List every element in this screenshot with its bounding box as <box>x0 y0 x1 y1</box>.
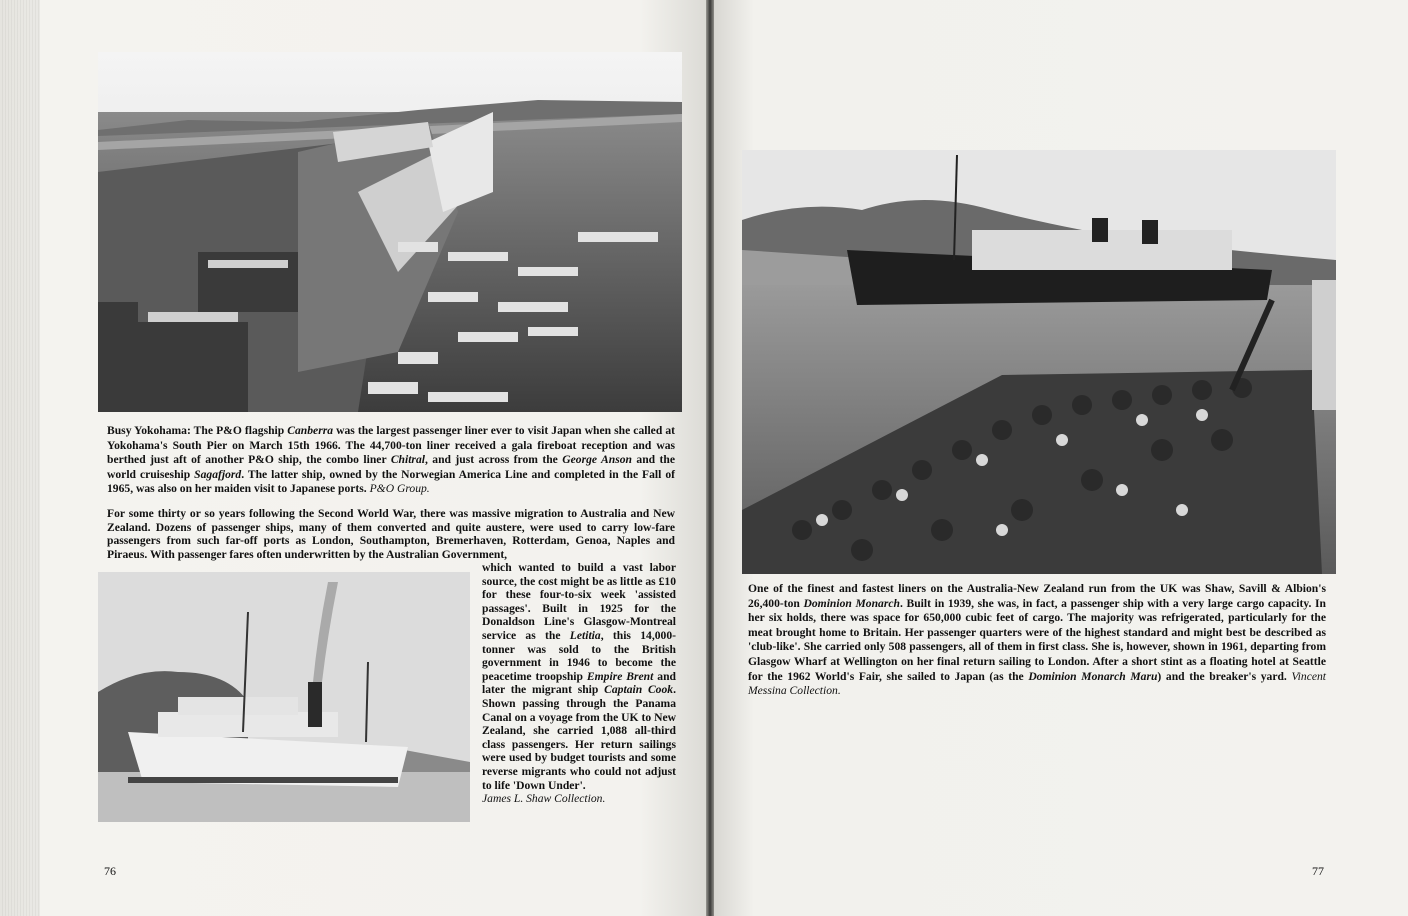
body-text: , this 14,000-tonner was sold to the British government in 1946 to become the peacetime troopship <box>482 628 676 683</box>
body-column <box>482 561 676 806</box>
ship-name: Dominion Monarch Maru <box>1028 669 1158 683</box>
right-page <box>714 0 1408 916</box>
ship-name: Chitral <box>390 453 425 467</box>
caption-text: , and just across from the <box>424 453 563 467</box>
body-text: . Shown passing through the Panama Canal on a voyage from the UK to New Zealand, she carried 1,088 all-third class passengers. Her return sailings were used by budget tourists and some reverse migrants who could not adjust to life 'Down Under'. <box>482 683 676 792</box>
ship-name: Canberra <box>287 424 334 437</box>
book-gutter <box>706 0 714 916</box>
ship-name: Letitia <box>569 628 601 642</box>
yokohama-harbor-photo <box>98 52 682 412</box>
captain-cook-photo <box>98 572 470 822</box>
ship-name: George Anson <box>562 453 632 467</box>
caption-text: . The latter ship, owned by the Norwegian America Line and completed in the Fall of 1965, was also on her maiden visit to Japanese ports. <box>107 467 675 496</box>
caption-text: was the largest passenger liner ever to visit Japan when she called at Yokohama's South Pier on March 15th 1966. The 44,700-ton liner received a gala fireboat reception and was berthed just aft of another P&O ship, the combo liner <box>107 424 675 467</box>
yokohama-caption <box>107 424 675 497</box>
body-text: and later the migrant ship <box>482 669 676 697</box>
caption-text: . Built in 1939, she was, in fact, a passenger ship with a very large cargo capacity. In her six holds, there was space for 650,000 cubic feet of cargo. The majority was refrigerated, particularly for the meat brought home to Britain. Her passenger quarters were of the highest standard and might best be described as 'club-like'. She carried only 508 passengers, all of them in first class. She is, however, shown in 1961, departing from Glasgow Wharf at Wellington on her final return sailing to London. After a short stint as a floating hotel at Seattle for the 1962 World's Fair, she sailed to Japan (as the <box>748 596 1326 683</box>
caption-text: Busy Yokohama: The P&O flagship <box>107 424 288 437</box>
photo-credit: James L. Shaw Collection. <box>482 792 606 806</box>
body-text: which wanted to build a vast labor source, the cost might be as little as £10 for these four-to-six week 'assisted passages'. Built in 1925 for the Donaldson Line's Glasgow-Montreal service as the <box>482 561 676 642</box>
photo-credit: Vincent Messina Collection. <box>748 669 1327 698</box>
page-number: 76 <box>104 864 116 878</box>
dominion-monarch-photo <box>742 150 1336 574</box>
ship-name: Dominion Monarch <box>803 596 900 610</box>
ship-name: Sagafjord <box>194 467 242 481</box>
caption-text: One of the finest and fastest liners on the Australia-New Zealand run from the UK was Shaw, Savill & Albion's 26,400-ton <box>748 582 1326 610</box>
page-edge <box>0 0 40 916</box>
body-intro: For some thirty or so years following the Second World War, there was massive migration to Australia and New Zealand. Dozens of passenger ships, many of them converted and quite austere, were used to carry low-fare passengers from such far-off ports as London, Southampton, Bremerhaven, Rotterdam, Genoa, Naples and Piraeus. With passenger fares often underwritten by the Australian Government, <box>107 507 675 561</box>
ship-name: Captain Cook <box>604 683 674 697</box>
photo-credit: P&O Group. <box>369 482 430 496</box>
caption-text: and the world cruiseship <box>107 453 675 481</box>
ship-name: Empire Brent <box>586 669 654 683</box>
dominion-monarch-caption <box>748 582 1326 699</box>
caption-text: ) and the breaker's yard. <box>1157 669 1292 683</box>
page-number: 77 <box>1312 864 1324 878</box>
